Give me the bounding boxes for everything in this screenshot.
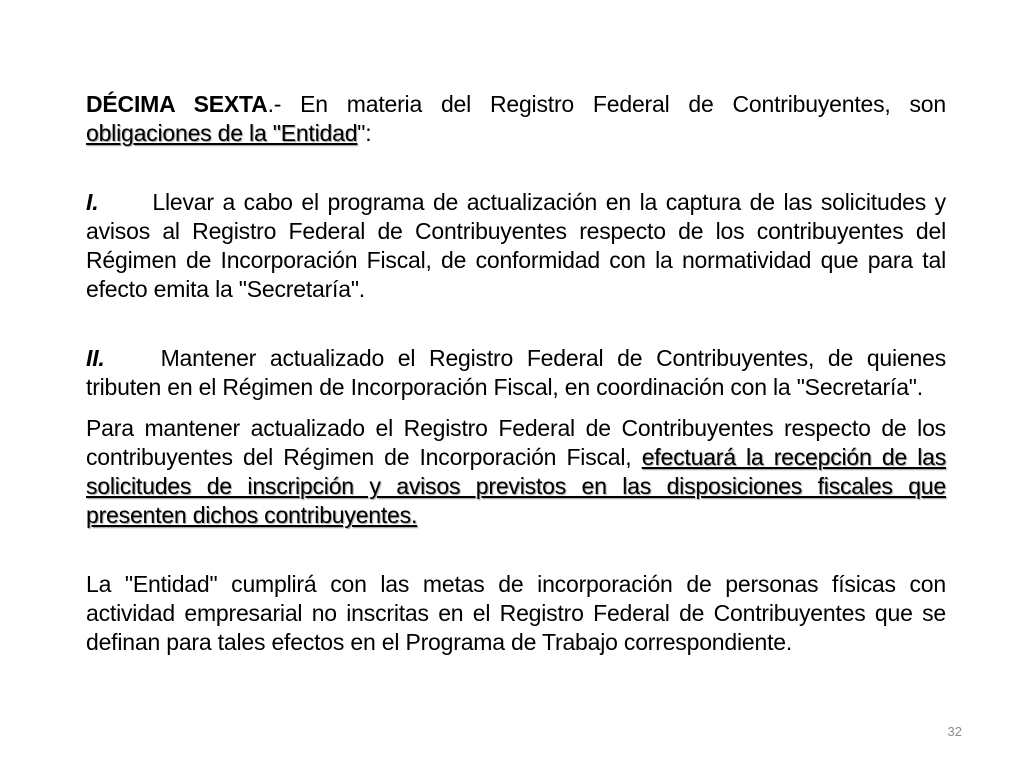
update-underlined-text: efectuará la recepción de las solicitudes de inscripción y avisos previstos en las disposiciones fiscales que presenten dichos contribuyentes. xyxy=(86,444,946,528)
clause-heading: DÉCIMA SEXTA xyxy=(86,91,268,117)
clause-heading-suffix: .- En materia del Registro Federal de Contribuyentes, son xyxy=(267,91,946,117)
update-text: Para mantener actualizado el Registro Federal de Contribuyentes respecto de los contribuyentes del Régimen de Incorporación Fiscal, xyxy=(86,415,946,470)
item-i-paragraph xyxy=(86,188,946,304)
goals-text: La "Entidad" cumplirá con las metas de incorporación de personas físicas con actividad empresarial no inscritas en el Registro Federal de Contribuyentes que se definan para tales efectos en el Programa de Trabajo correspondiente. xyxy=(86,571,946,655)
item-ii-marker: II. xyxy=(86,345,105,371)
goals-paragraph xyxy=(86,570,946,657)
update-paragraph xyxy=(86,414,946,530)
slide-body xyxy=(86,90,946,657)
page-number: 32 xyxy=(947,724,962,739)
item-ii-paragraph xyxy=(86,344,946,402)
clause-underlined-text: obligaciones de la "Entidad xyxy=(86,120,358,146)
clause-heading-paragraph xyxy=(86,90,946,148)
item-i-marker: I. xyxy=(86,189,99,215)
item-ii-text: Mantener actualizado el Registro Federal de Contribuyentes, de quienes tributen en el Régimen de Incorporación Fiscal, en coordinación con la "Secretaría". xyxy=(86,345,946,400)
item-i-text: Llevar a cabo el programa de actualización en la captura de las solicitudes y avisos al Registro Federal de Contribuyentes respecto de los contribuyentes del Régimen de Incorporación Fiscal, de conformidad con la normatividad que para tal efecto emita la "Secretaría". xyxy=(86,189,946,302)
clause-tail: ": xyxy=(357,120,372,146)
